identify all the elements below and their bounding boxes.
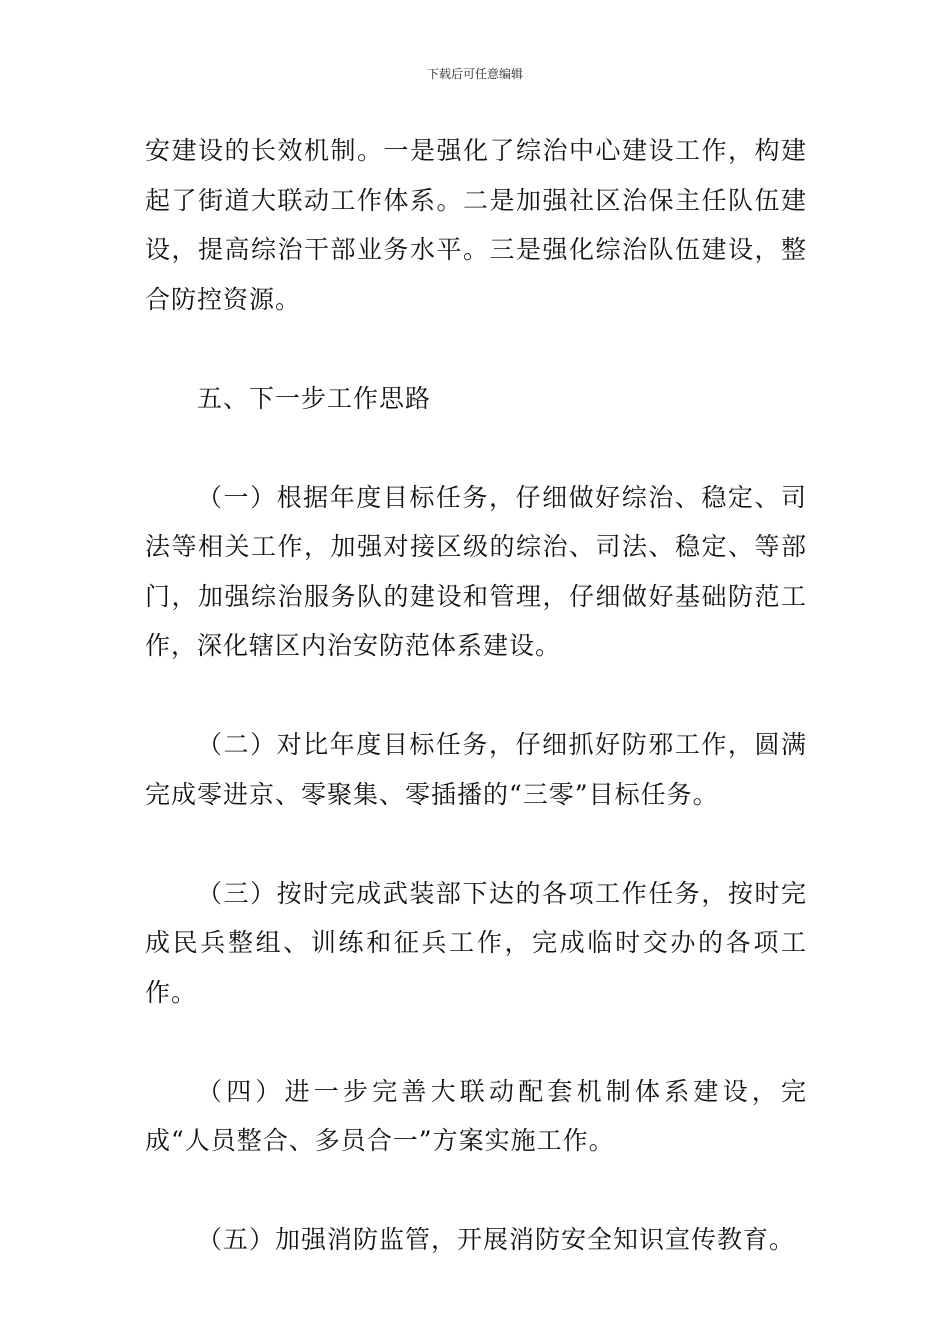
section-heading: 五、下一步工作思路 — [197, 383, 432, 413]
paragraph-continuation: 安建设的长效机制。一是强化了综治中心建设工作，构建起了街道大联动工作体系。二是加强社区治保主任队伍建设，提高综治干部业务水平。三是强化综治队伍建设，整合防控资源。 — [145, 136, 807, 314]
paragraph-gap — [145, 1166, 807, 1216]
page-header: 下载后可任意编辑 — [426, 67, 523, 81]
paragraph-gap — [145, 324, 807, 374]
paragraph-item-4: （四）进一步完善大联动配套机制体系建设，完成“人员整合、多员合一”方案实施工作。 — [145, 1076, 807, 1155]
paragraph-item-5: （五）加强消防监管，开展消防安全知识宣传教育。 — [197, 1225, 796, 1254]
paragraph-item-3: （三）按时完成武装部下达的各项工作任务，按时完成民兵整组、训练和征兵工作，完成临时交办的各项工作。 — [145, 878, 807, 1007]
document-body — [145, 126, 807, 1265]
paragraph-gap — [145, 671, 807, 721]
paragraph-gap — [145, 423, 807, 473]
paragraph-gap — [145, 1017, 807, 1067]
paragraph-item-1: （一）根据年度目标任务，仔细做好综治、稳定、司法等相关工作，加强对接区级的综治、司法、稳定、等部门，加强综治服务队的建设和管理，仔细做好基础防范工作，深化辖区内治安防范体系建设。 — [145, 482, 807, 660]
paragraph-gap — [145, 819, 807, 869]
paragraph-item-2: （二）对比年度目标任务，仔细抓好防邪工作，圆满完成零进京、零聚集、零插播的“三零”目标任务。 — [145, 730, 807, 809]
